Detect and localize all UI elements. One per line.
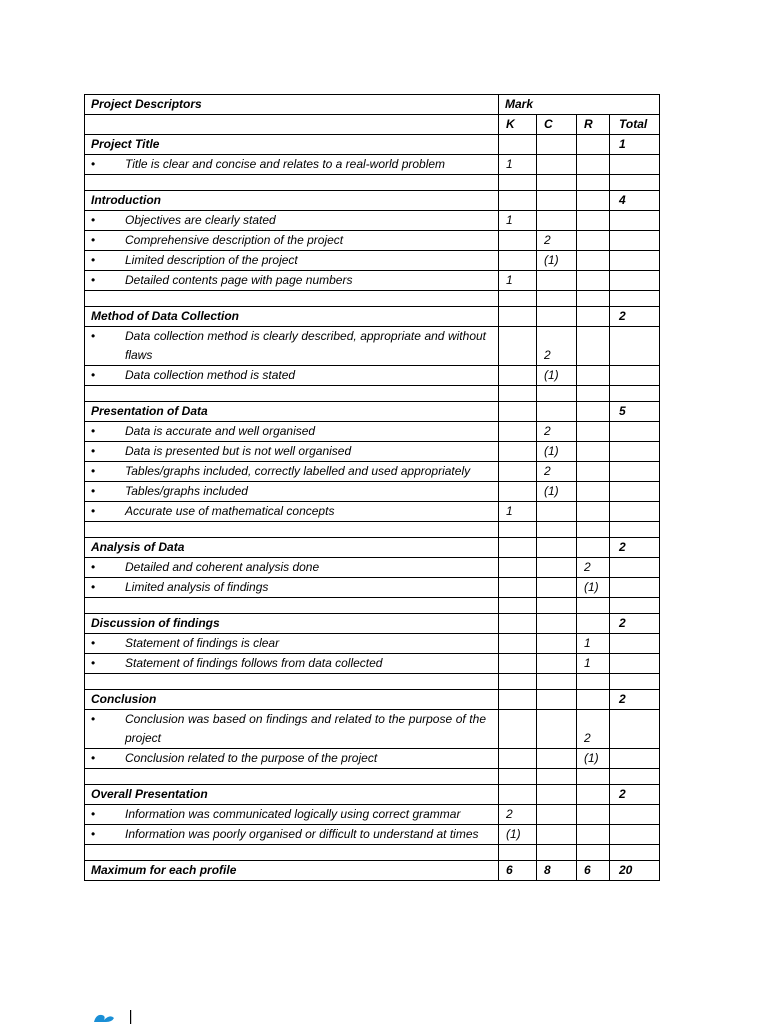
descriptor-cell [85,366,499,386]
empty-cell [610,502,660,522]
footer-k: 6 [499,861,537,881]
mark-r [577,825,610,845]
empty-cell [537,402,577,422]
header-row-1 [85,95,660,115]
descriptor-row [85,442,660,462]
empty-cell [537,291,577,307]
section-title: Introduction [85,191,499,211]
descriptor-cell [85,502,499,522]
mark-c [537,710,577,749]
empty-cell [610,578,660,598]
descriptor-cell [85,422,499,442]
descriptor-row [85,366,660,386]
descriptor-text: Statement of findings follows from data collected [125,656,383,670]
empty-cell [610,654,660,674]
section-title: Discussion of findings [85,614,499,634]
empty-cell [537,690,577,710]
empty-cell [499,614,537,634]
mark-c: 2 [537,231,577,251]
empty-cell [577,614,610,634]
footer-row [85,861,660,881]
mark-k: 1 [499,271,537,291]
marking-scheme-table [84,94,660,881]
section-title-row [85,191,660,211]
empty-cell [577,538,610,558]
empty-cell [85,522,499,538]
mark-r [577,366,610,386]
mark-r [577,805,610,825]
descriptor-cell [85,825,499,845]
bullet-icon: • [91,636,96,650]
empty-cell [499,785,537,805]
mark-r [577,482,610,502]
mark-r: 2 [577,710,610,749]
mark-k [499,710,537,749]
section-total: 2 [610,614,660,634]
bullet-icon: • [91,484,96,498]
empty-cell [537,674,577,690]
bullet-icon: • [91,157,96,171]
section-title-row [85,614,660,634]
bullet-icon: • [91,444,96,458]
section-title-row [85,785,660,805]
footer-r: 6 [577,861,610,881]
descriptor-row [85,327,660,366]
empty-cell [499,175,537,191]
mark-c: 2 [537,462,577,482]
empty-cell [537,614,577,634]
bullet-icon: • [91,213,96,227]
descriptor-row [85,634,660,654]
mark-c: (1) [537,482,577,502]
mark-k: 2 [499,805,537,825]
descriptor-row [85,211,660,231]
bullet-icon: • [91,807,96,821]
header-descriptors: Project Descriptors [85,95,499,115]
empty-cell [577,690,610,710]
empty-cell [610,845,660,861]
footer-c: 8 [537,861,577,881]
mark-k: 1 [499,502,537,522]
empty-cell [499,598,537,614]
mark-k [499,251,537,271]
empty-cell [610,522,660,538]
empty-cell [610,674,660,690]
empty-cell [610,805,660,825]
mark-r [577,155,610,175]
mark-r [577,251,610,271]
empty-cell [85,598,499,614]
mark-r [577,271,610,291]
empty-cell [537,598,577,614]
empty-cell [499,690,537,710]
descriptor-row [85,462,660,482]
descriptor-text: Conclusion related to the purpose of the project [125,751,378,765]
mark-c [537,271,577,291]
mark-c [537,654,577,674]
empty-cell [537,785,577,805]
section-total: 5 [610,402,660,422]
empty-cell [577,598,610,614]
section-title-row [85,135,660,155]
section-title-row [85,690,660,710]
descriptor-text: Conclusion was based on findings and related to the purpose of the project [125,712,486,745]
footer-total: 20 [610,861,660,881]
bullet-icon: • [91,253,96,267]
mark-c [537,211,577,231]
descriptor-cell [85,251,499,271]
section-title: Conclusion [85,690,499,710]
empty-cell [577,522,610,538]
bullet-icon: • [91,368,96,382]
empty-cell [537,175,577,191]
empty-cell [85,674,499,690]
descriptor-row [85,749,660,769]
bullet-icon: • [91,751,96,765]
spacer-row [85,674,660,690]
empty-cell [610,634,660,654]
section-title: Overall Presentation [85,785,499,805]
descriptor-text: Objectives are clearly stated [125,213,276,227]
empty-cell [499,386,537,402]
descriptor-text: Tables/graphs included, correctly labelled and used appropriately [125,464,471,478]
section-title-row [85,307,660,327]
empty-cell [610,251,660,271]
descriptor-cell [85,558,499,578]
descriptor-text: Data collection method is clearly described, appropriate and without flaws [125,329,486,362]
mark-c [537,634,577,654]
mark-k [499,422,537,442]
descriptor-text: Information was poorly organised or difficult to understand at times [125,827,479,841]
empty-cell [577,135,610,155]
footer-label: Maximum for each profile [85,861,499,881]
spacer-row [85,598,660,614]
empty-cell [610,749,660,769]
mark-c: 2 [537,327,577,366]
empty-cell [85,769,499,785]
mark-k [499,749,537,769]
mark-c [537,749,577,769]
mark-k [499,654,537,674]
descriptor-row [85,825,660,845]
empty-cell [499,674,537,690]
descriptor-row [85,422,660,442]
mark-c: (1) [537,366,577,386]
header-c: C [537,115,577,135]
descriptor-cell [85,442,499,462]
empty-cell [577,307,610,327]
mark-r [577,327,610,366]
descriptor-cell [85,231,499,251]
empty-cell [499,307,537,327]
descriptor-row [85,558,660,578]
bullet-icon: • [91,560,96,574]
empty-cell [537,307,577,327]
section-total: 2 [610,538,660,558]
bullet-icon: • [91,273,96,287]
empty-cell [577,386,610,402]
logo-icon [92,1008,132,1024]
descriptor-row [85,155,660,175]
mark-c [537,578,577,598]
empty-cell [577,175,610,191]
mark-c [537,805,577,825]
empty-cell [85,291,499,307]
empty-cell [537,191,577,211]
empty-cell [577,291,610,307]
empty-cell [610,558,660,578]
empty-cell [577,191,610,211]
section-total: 2 [610,690,660,710]
descriptor-row [85,251,660,271]
empty-cell [499,291,537,307]
mark-c: 2 [537,422,577,442]
mark-k [499,578,537,598]
empty-cell [577,769,610,785]
empty-cell [499,191,537,211]
descriptor-cell [85,211,499,231]
empty-cell [610,710,660,749]
mark-r: 1 [577,634,610,654]
descriptor-row [85,482,660,502]
spacer-row [85,522,660,538]
mark-c: (1) [537,251,577,271]
mark-c [537,825,577,845]
mark-r: (1) [577,578,610,598]
descriptor-row [85,502,660,522]
section-title-row [85,538,660,558]
empty-cell [499,135,537,155]
mark-k: (1) [499,825,537,845]
descriptor-text: Detailed contents page with page numbers [125,273,353,287]
bullet-icon: • [91,329,96,343]
descriptor-cell [85,578,499,598]
empty-cell [537,522,577,538]
mark-r [577,502,610,522]
header-row-2 [85,115,660,135]
descriptor-text: Data collection method is stated [125,368,296,382]
empty-cell [610,482,660,502]
descriptor-text: Limited analysis of findings [125,580,269,594]
mark-r [577,462,610,482]
empty-cell [577,785,610,805]
section-title: Presentation of Data [85,402,499,422]
spacer-row [85,175,660,191]
descriptor-row [85,578,660,598]
bullet-icon: • [91,464,96,478]
descriptor-cell [85,654,499,674]
mark-c [537,558,577,578]
descriptor-cell [85,155,499,175]
empty-cell [610,386,660,402]
bullet-icon: • [91,656,96,670]
section-title-row [85,402,660,422]
descriptor-row [85,654,660,674]
descriptor-text: Statement of findings is clear [125,636,280,650]
header-blank-cell [85,115,499,135]
descriptor-row [85,710,660,749]
empty-cell [610,442,660,462]
descriptor-cell [85,271,499,291]
empty-cell [610,422,660,442]
bullet-icon: • [91,580,96,594]
section-title: Project Title [85,135,499,155]
empty-cell [499,522,537,538]
mark-k: 1 [499,211,537,231]
descriptor-row [85,271,660,291]
section-title: Method of Data Collection [85,307,499,327]
descriptor-text: Limited description of the project [125,253,298,267]
empty-cell [610,155,660,175]
header-mark: Mark [499,95,660,115]
mark-r: 2 [577,558,610,578]
descriptor-cell [85,482,499,502]
empty-cell [610,271,660,291]
mark-r [577,231,610,251]
empty-cell [499,402,537,422]
bullet-icon: • [91,712,96,726]
descriptor-row [85,231,660,251]
empty-cell [85,386,499,402]
mark-c: (1) [537,442,577,462]
section-total: 4 [610,191,660,211]
mark-r [577,442,610,462]
descriptor-text: Tables/graphs included [125,484,248,498]
descriptor-cell [85,749,499,769]
empty-cell [537,135,577,155]
empty-cell [85,845,499,861]
mark-c [537,502,577,522]
mark-k: 1 [499,155,537,175]
empty-cell [610,462,660,482]
empty-cell [499,538,537,558]
empty-cell [610,598,660,614]
mark-k [499,231,537,251]
section-total: 2 [610,307,660,327]
mark-k [499,558,537,578]
bullet-icon: • [91,233,96,247]
section-total: 2 [610,785,660,805]
empty-cell [610,211,660,231]
descriptor-cell [85,462,499,482]
descriptor-row [85,805,660,825]
empty-cell [537,386,577,402]
spacer-row [85,845,660,861]
descriptor-cell [85,327,499,366]
descriptor-cell [85,634,499,654]
mark-k [499,366,537,386]
empty-cell [577,845,610,861]
header-k: K [499,115,537,135]
mark-k [499,327,537,366]
empty-cell [610,366,660,386]
header-r: R [577,115,610,135]
mark-k [499,634,537,654]
descriptor-text: Comprehensive description of the project [125,233,344,247]
mark-c [537,155,577,175]
empty-cell [537,538,577,558]
spacer-row [85,769,660,785]
mark-k [499,482,537,502]
empty-cell [610,291,660,307]
mark-k [499,442,537,462]
spacer-row [85,291,660,307]
empty-cell [537,769,577,785]
empty-cell [537,845,577,861]
section-total: 1 [610,135,660,155]
bullet-icon: • [91,827,96,841]
mark-r: (1) [577,749,610,769]
empty-cell [577,402,610,422]
empty-cell [610,769,660,785]
empty-cell [610,327,660,366]
empty-cell [499,769,537,785]
mark-r [577,211,610,231]
descriptor-cell [85,710,499,749]
mark-r [577,422,610,442]
descriptor-text: Detailed and coherent analysis done [125,560,320,574]
section-title: Analysis of Data [85,538,499,558]
mark-r: 1 [577,654,610,674]
descriptor-text: Title is clear and concise and relates to a real-world problem [125,157,446,171]
empty-cell [577,674,610,690]
descriptor-text: Accurate use of mathematical concepts [125,504,335,518]
empty-cell [610,175,660,191]
mark-k [499,462,537,482]
descriptor-text: Data is accurate and well organised [125,424,316,438]
empty-cell [610,825,660,845]
empty-cell [499,845,537,861]
empty-cell [85,175,499,191]
header-total: Total [610,115,660,135]
descriptor-cell [85,805,499,825]
descriptor-text: Information was communicated logically using correct grammar [125,807,461,821]
descriptor-text: Data is presented but is not well organised [125,444,352,458]
empty-cell [610,231,660,251]
bullet-icon: • [91,504,96,518]
spacer-row [85,386,660,402]
bullet-icon: • [91,424,96,438]
